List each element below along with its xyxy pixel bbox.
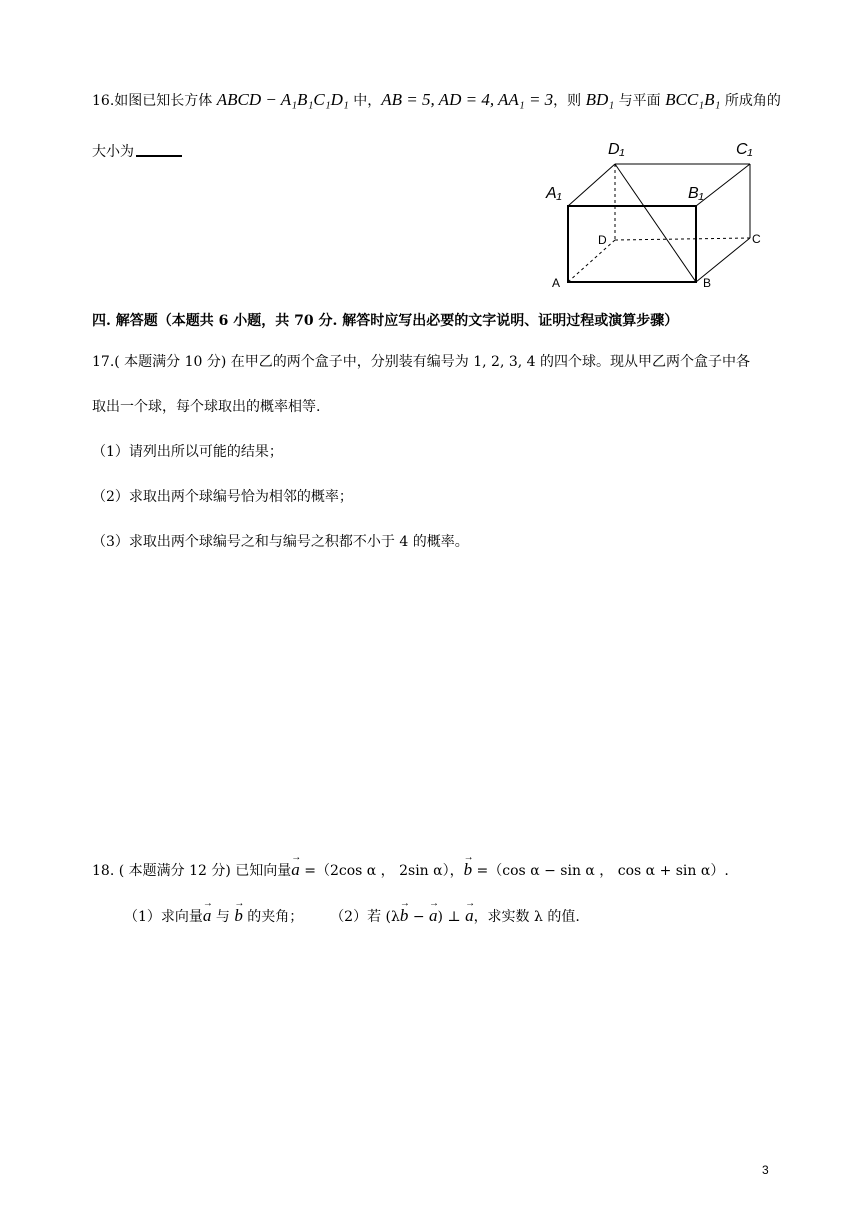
vector-a: → a [429, 906, 438, 926]
q17-part-1: （1）请列出所以可能的结果； [92, 444, 283, 460]
q18-vector-b-def: =（cos α − sin α ， cos α + sin α）. [472, 863, 729, 879]
q18-part2-close: ) ⊥ [437, 909, 466, 925]
vector-b: → b [234, 906, 243, 926]
edge-b1-c1 [696, 164, 750, 206]
answer-blank [136, 141, 182, 157]
q16-then: ，则 [553, 93, 586, 109]
q16-plane: BCC₁B₁ [665, 90, 721, 109]
q18-part1-pre: （1）求向量 [124, 909, 203, 925]
label-d: D [598, 233, 607, 247]
q16-solid: ABCD − A₁B₁C₁D₁ [216, 90, 349, 109]
section-heading: 四. 解答题（本题共 6 小题，共 70 分. 解答时应写出必要的文字说明、证明过程或演算步骤） [92, 313, 679, 329]
front-face [568, 206, 696, 282]
q18-line2 [124, 906, 580, 927]
label-c: C [752, 232, 761, 246]
label-c1: C₁ [736, 141, 753, 158]
edge-d-c [615, 238, 750, 240]
q16-line2 [92, 141, 182, 162]
q16-with-plane: 与平面 [614, 93, 666, 109]
q18-line1 [92, 860, 729, 881]
q18-vector-a-def: =（2cos α ， 2sin α）， [299, 863, 464, 879]
q17-part-3: （3）求取出两个球编号之和与编号之积都不小于 4 的概率。 [92, 534, 469, 550]
label-a: A [552, 276, 561, 290]
vector-a: → a [203, 906, 212, 926]
page-number: 3 [762, 1163, 769, 1177]
cuboid-figure [540, 134, 780, 296]
label-b1: B₁ [688, 185, 704, 202]
q17-line1: 17.( 本题满分 10 分) 在甲乙的两个盒子中，分别装有编号为 1, 2, 3, 4 的四个球。现从甲乙两个盒子中各 [92, 354, 751, 370]
q17-part-2: （2）求取出两个球编号恰为相邻的概率； [92, 489, 353, 505]
q16-tail: 所成角的 [720, 93, 781, 109]
q18-part2-pre: （2）若 (λ [330, 909, 400, 925]
q16-mid: 中， [348, 93, 382, 109]
edge-a-d [568, 240, 615, 282]
q17-line2: 取出一个球，每个球取出的概率相等. [92, 399, 321, 415]
vector-b: → b [464, 860, 473, 880]
q16-answer-prompt: 大小为 [92, 144, 134, 160]
q18-part2-post: ，求实数 λ 的值. [473, 909, 580, 925]
vector-a: → a [465, 906, 474, 926]
vector-a: → a [291, 860, 300, 880]
q18-intro: 18. ( 本题满分 12 分) 已知向量 [92, 863, 292, 879]
q16-diagonal: BD₁ [585, 90, 615, 109]
q16-lengths: AB = 5, AD = 4, AA₁ = 3 [381, 90, 554, 109]
label-b: B [703, 276, 712, 290]
q16-prefix: 16.如图已知长方体 [92, 93, 217, 109]
label-d1: D₁ [608, 141, 625, 158]
vector-b: → b [400, 906, 409, 926]
edge-a1-d1 [568, 164, 615, 206]
label-a1: A₁ [546, 185, 562, 202]
q16-line1 [92, 90, 781, 111]
q18-part1-and: 与 [211, 909, 235, 925]
q18-part2-minus: − [408, 909, 430, 925]
q18-part1-post: 的夹角； [242, 909, 304, 925]
diagonal-bd1 [615, 164, 696, 282]
